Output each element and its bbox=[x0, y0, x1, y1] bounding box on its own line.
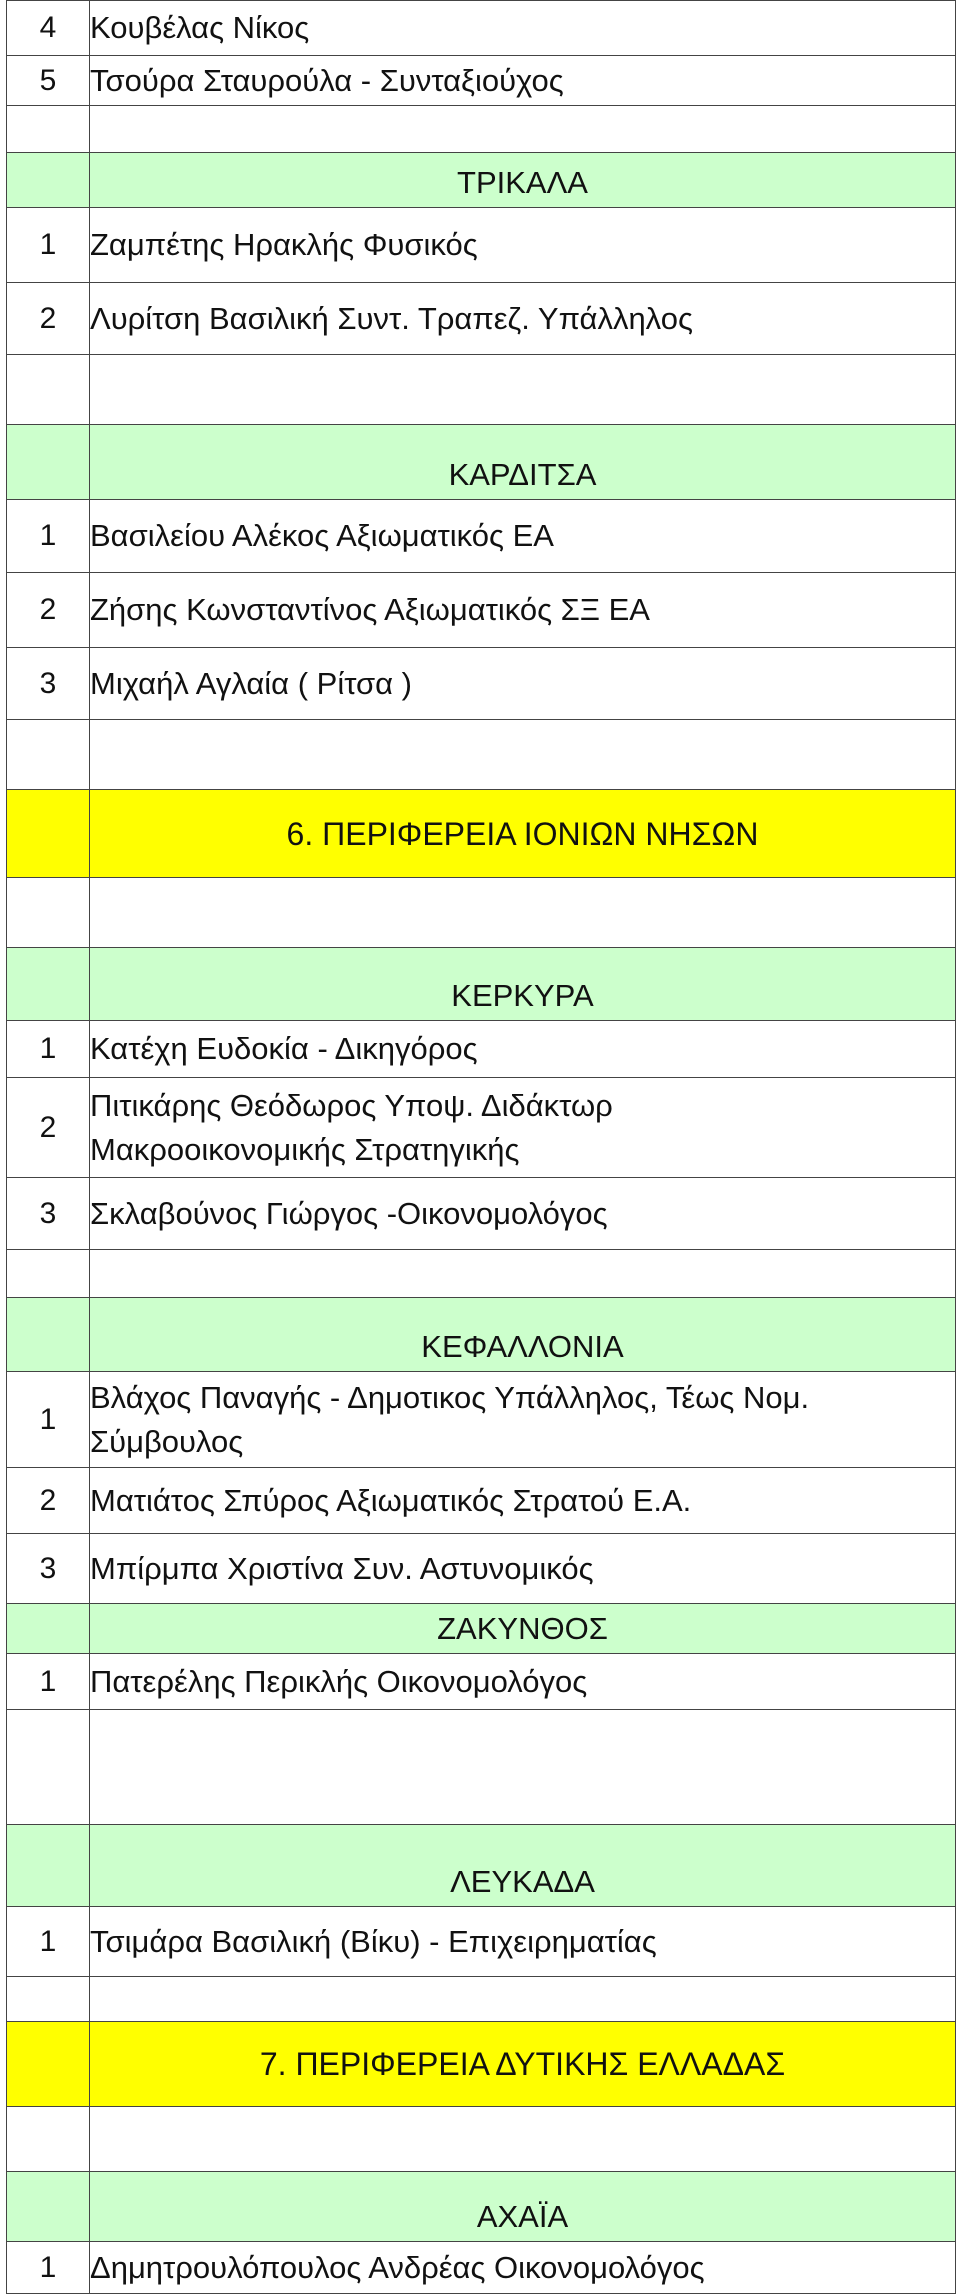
candidate-name: Ματιάτος Σπύρος Αξιωματικός Στρατού Ε.Α. bbox=[90, 1468, 956, 1534]
candidate-name: Βασιλείου Αλέκος Αξιωματικός ΕΑ bbox=[90, 500, 956, 573]
row-number: 1 bbox=[7, 1021, 90, 1078]
row-number bbox=[7, 790, 90, 878]
prefecture-name: ΚΕΦΑΛΛΟΝΙΑ bbox=[90, 1298, 956, 1372]
prefecture-header-row bbox=[7, 425, 956, 500]
row-number: 1 bbox=[7, 1654, 90, 1710]
region-header-row bbox=[7, 790, 956, 878]
row-number bbox=[7, 2022, 90, 2107]
blank-cell bbox=[90, 1250, 956, 1298]
table-row bbox=[7, 1372, 956, 1468]
table-row bbox=[7, 56, 956, 106]
candidate-name: Ζήσης Κωνσταντίνος Αξιωματικός ΣΞ ΕΑ bbox=[90, 573, 956, 648]
row-number: 3 bbox=[7, 1178, 90, 1250]
prefecture-name: ΑΧΑΪΑ bbox=[90, 2172, 956, 2242]
row-number bbox=[7, 153, 90, 208]
prefecture-header-row bbox=[7, 1298, 956, 1372]
blank-cell bbox=[90, 106, 956, 153]
row-number bbox=[7, 1604, 90, 1654]
row-number bbox=[7, 2107, 90, 2172]
blank-cell bbox=[90, 355, 956, 425]
table-row bbox=[7, 1021, 956, 1078]
row-number: 1 bbox=[7, 1907, 90, 1977]
row-number: 2 bbox=[7, 573, 90, 648]
table-row bbox=[7, 648, 956, 720]
candidate-name: Κουβέλας Νίκος bbox=[90, 1, 956, 56]
row-number bbox=[7, 1298, 90, 1372]
table-row bbox=[7, 1907, 956, 1977]
candidate-name: Δημητρουλόπουλος Ανδρέας Οικονομολόγος bbox=[90, 2242, 956, 2294]
table-row bbox=[7, 573, 956, 648]
table-row bbox=[7, 1654, 956, 1710]
blank-row bbox=[7, 106, 956, 153]
row-number: 1 bbox=[7, 2242, 90, 2294]
table-row bbox=[7, 1534, 956, 1604]
row-number bbox=[7, 355, 90, 425]
row-number bbox=[7, 1250, 90, 1298]
candidates-table bbox=[6, 0, 956, 2294]
blank-cell bbox=[90, 1710, 956, 1825]
candidate-name: Κατέχη Ευδοκία - Δικηγόρος bbox=[90, 1021, 956, 1078]
table-row bbox=[7, 1078, 956, 1178]
candidate-name: Τσιμάρα Βασιλική (Βίκυ) - Επιχειρηματίας bbox=[90, 1907, 956, 1977]
prefecture-header-row bbox=[7, 948, 956, 1021]
row-number bbox=[7, 1977, 90, 2022]
row-number: 3 bbox=[7, 648, 90, 720]
table-row bbox=[7, 283, 956, 355]
row-number bbox=[7, 720, 90, 790]
row-number: 1 bbox=[7, 500, 90, 573]
prefecture-header-row bbox=[7, 1604, 956, 1654]
row-number bbox=[7, 106, 90, 153]
prefecture-name: ΤΡΙΚΑΛΑ bbox=[90, 153, 956, 208]
table-row bbox=[7, 1, 956, 56]
blank-row bbox=[7, 2107, 956, 2172]
table-row bbox=[7, 2242, 956, 2294]
candidate-name: Μιχαήλ Αγλαία ( Ρίτσα ) bbox=[90, 648, 956, 720]
region-name: 6. ΠΕΡΙΦΕΡΕΙΑ ΙΟΝΙΩΝ ΝΗΣΩΝ bbox=[90, 790, 956, 878]
row-number bbox=[7, 2172, 90, 2242]
candidate-name: Ζαμπέτης Ηρακλής Φυσικός bbox=[90, 208, 956, 283]
blank-cell bbox=[90, 878, 956, 948]
region-header-row bbox=[7, 2022, 956, 2107]
region-name: 7. ΠΕΡΙΦΕΡΕΙΑ ΔΥΤΙΚΗΣ ΕΛΛΑΔΑΣ bbox=[90, 2022, 956, 2107]
table-row bbox=[7, 1178, 956, 1250]
candidate-name: Λυρίτση Βασιλική Συντ. Τραπεζ. Υπάλληλος bbox=[90, 283, 956, 355]
row-number: 2 bbox=[7, 1468, 90, 1534]
row-number bbox=[7, 425, 90, 500]
candidate-name: Πιτικάρης Θεόδωρος Υποψ. Διδάκτωρ Μακροοικονομικής Στρατηγικής bbox=[90, 1078, 956, 1178]
blank-row bbox=[7, 355, 956, 425]
candidate-name: Βλάχος Παναγής - Δημοτικος Υπάλληλος, Τέως Νομ. Σύμβουλος bbox=[90, 1372, 956, 1468]
blank-cell bbox=[90, 1977, 956, 2022]
blank-row bbox=[7, 1250, 956, 1298]
row-number: 1 bbox=[7, 1372, 90, 1468]
candidate-name: Πατερέλης Περικλής Οικονομολόγος bbox=[90, 1654, 956, 1710]
table-row bbox=[7, 208, 956, 283]
row-number bbox=[7, 878, 90, 948]
row-number bbox=[7, 1710, 90, 1825]
row-number: 5 bbox=[7, 56, 90, 106]
prefecture-header-row bbox=[7, 2172, 956, 2242]
table-row bbox=[7, 500, 956, 573]
blank-row bbox=[7, 1977, 956, 2022]
row-number: 2 bbox=[7, 1078, 90, 1178]
blank-row bbox=[7, 878, 956, 948]
candidate-name: Σκλαβούνος Γιώργος -Οικονομολόγος bbox=[90, 1178, 956, 1250]
prefecture-header-row bbox=[7, 153, 956, 208]
prefecture-header-row bbox=[7, 1825, 956, 1907]
prefecture-name: ΛΕΥΚΑΔΑ bbox=[90, 1825, 956, 1907]
blank-row bbox=[7, 720, 956, 790]
prefecture-name: ΚΑΡΔΙΤΣΑ bbox=[90, 425, 956, 500]
table-row bbox=[7, 1468, 956, 1534]
blank-cell bbox=[90, 720, 956, 790]
row-number bbox=[7, 1825, 90, 1907]
row-number bbox=[7, 948, 90, 1021]
blank-row bbox=[7, 1710, 956, 1825]
prefecture-name: ΚΕΡΚΥΡΑ bbox=[90, 948, 956, 1021]
prefecture-name: ΖΑΚΥΝΘΟΣ bbox=[90, 1604, 956, 1654]
blank-cell bbox=[90, 2107, 956, 2172]
row-number: 3 bbox=[7, 1534, 90, 1604]
row-number: 4 bbox=[7, 1, 90, 56]
candidate-name: Μπίρμπα Χριστίνα Συν. Αστυνομικός bbox=[90, 1534, 956, 1604]
candidate-name: Τσούρα Σταυρούλα - Συνταξιούχος bbox=[90, 56, 956, 106]
row-number: 1 bbox=[7, 208, 90, 283]
row-number: 2 bbox=[7, 283, 90, 355]
